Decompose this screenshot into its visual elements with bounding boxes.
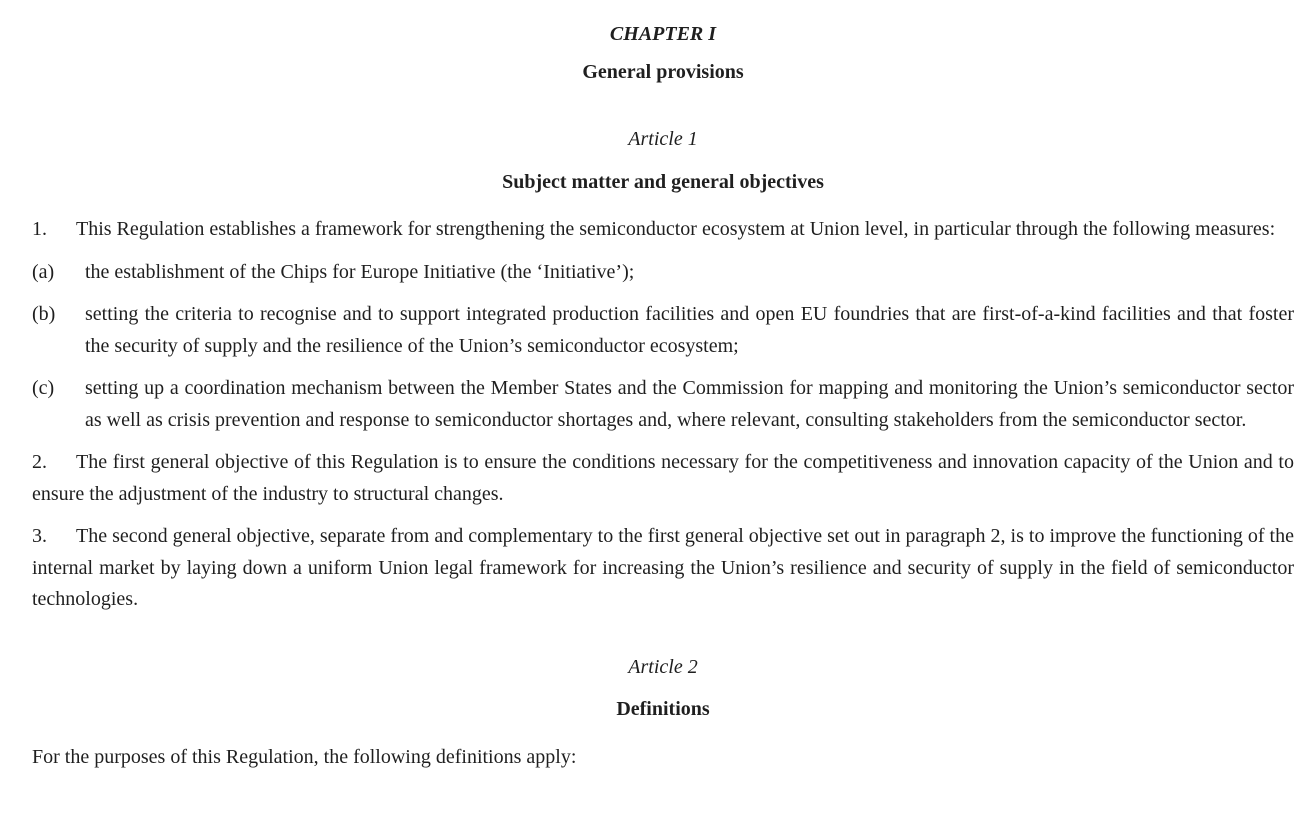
paragraph-number: 1. [32,218,47,240]
article-2-intro: For the purposes of this Regulation, the following definitions apply: [32,745,577,768]
article-1-title: Subject matter and general objectives [502,170,824,193]
paragraph-number: 3. [32,525,47,547]
paragraph-number: 2. [32,451,47,473]
article-1-paragraph-2 [32,447,1294,510]
point-marker: (b) [32,303,56,325]
point-text: the establishment of the Chips for Europe Initiative (the ‘Initiative’); [85,260,635,283]
article-2-label: Article 2 [628,655,698,678]
point-marker: (c) [32,377,55,399]
article-1-point-a [32,257,1294,289]
point-text: setting the criteria to recognise and to support integrated production facilities and open EU foundries that are first-of-a-kind facilities and that foster the security of supply and the resilience of the Union’s semiconductor ecosystem; [85,303,1294,357]
article-2-title: Definitions [616,698,710,720]
regulation-document [32,19,1294,773]
point-text: setting up a coordination mechanism between the Member States and the Commission for mapping and monitoring the Union’s semiconductor sector as well as crisis prevention and response to semiconductor shortages and, where relevant, consulting stakeholders from the semiconductor sector. [85,377,1294,431]
chapter-title: General provisions [582,60,744,83]
article-1-paragraph-3 [32,521,1294,616]
paragraph-text: The second general objective, separate from and complementary to the first general objective set out in paragraph 2, is to improve the functioning of the internal market by laying down a uniform Union legal framework for increasing the Union’s resilience and security of supply in the field of semiconductor technologies. [32,525,1294,610]
chapter-heading: CHAPTER I [609,23,717,45]
article-1-label: Article 1 [628,128,698,150]
article-1-point-c [32,373,1294,436]
article-1-point-b [32,299,1294,362]
paragraph-text: This Regulation establishes a framework for strengthening the semiconductor ecosystem at Union level, in particular through the following measures: [76,218,1276,240]
paragraph-text: The first general objective of this Regulation is to ensure the conditions necessary for the competitiveness and innovation capacity of the Union and to ensure the adjustment of the industry to structural changes. [32,451,1294,505]
article-1-paragraph-1 [32,214,1294,246]
point-marker: (a) [32,260,55,283]
